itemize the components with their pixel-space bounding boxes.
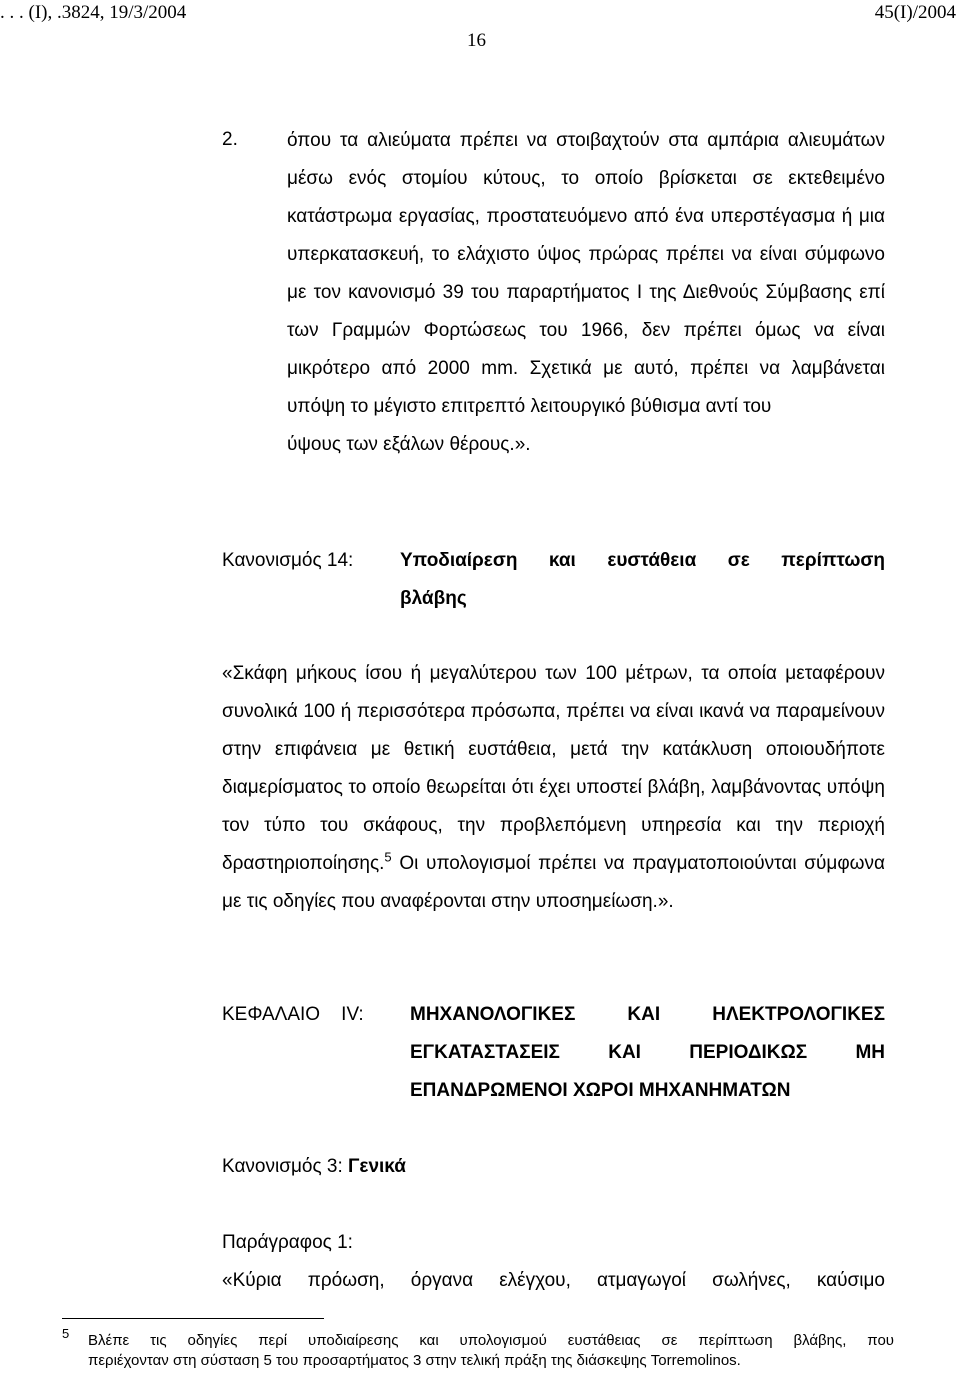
footnote-divider <box>62 1318 324 1319</box>
footnote-reference[interactable]: 5 <box>384 849 392 865</box>
chapter-heading <box>222 996 885 1116</box>
regulation-14-heading <box>222 542 885 622</box>
page-number: 16 <box>467 30 486 51</box>
footnote-text <box>88 1331 894 1371</box>
regulation-14-text-after-note: Οι υπολογισμοί πρέπει να πραγματοποιούνται σύμφωνα με τις οδηγίες που αναφέρονται στην υποσημείωση.». <box>222 853 885 912</box>
regulation-14-body <box>222 655 885 921</box>
chapter-title-line2: ΕΓΚΑΤΑΣΤΑΣΕΙΣ ΚΑΙ ΠΕΡΙΟΔΙΚΩΣ ΜΗ <box>410 1042 885 1063</box>
chapter-title-line3: ΕΠΑΝΔΡΩΜΕΝΟΙ ΧΩΡΟΙ ΜΗΧΑΝΗΜΑΤΩΝ <box>410 1080 791 1101</box>
chapter-title <box>410 996 885 1110</box>
item-text-last: ύψους των εξάλων θέρους.». <box>287 434 531 455</box>
footnote-line2: περιέχονταν στη σύσταση 5 του προσαρτήματος 3 στην τελική πράξη της διάσκεψης Torremolinos. <box>88 1352 741 1369</box>
item-paragraph <box>287 122 885 464</box>
footnote-line1: Βλέπε τις οδηγίες περί υποδιαίρεσης και υπολογισμού ευστάθειας σε περίπτωση βλάβης, που <box>88 1332 894 1349</box>
chapter-title-line1: ΜΗΧΑΝΟΛΟΓΙΚΕΣ ΚΑΙ ΗΛΕΚΤΡΟΛΟΓΙΚΕΣ <box>410 1004 885 1025</box>
item-text-main: όπου τα αλιεύματα πρέπει να στοιβαχτούν στα αμπάρια αλιευμάτων μέσω ενός στομίου κύτους, το οποίο βρίσκεται σε εκτεθειμένο κατάστρωμα εργασίας, προστατευόμενο από ένα υπερστέγασμα ή μια υπερκατασκευή, το ελάχιστο ύψος πρώρας πρέπει να είναι σύμφωνο με τον κανονισμό 39 του παραρτήματος Ι της Διεθνούς Σύμβασης επί των Γραμμών Φορτώσεως του 1966, δεν πρέπει όμως να είναι μικρότερο από 2000 mm. Σχετικά με αυτό, πρέπει να λαμβάνεται υπόψη το μέγιστο επιτρεπτό λειτουργικό βύθισμα αντί του <box>287 130 885 417</box>
paragraph-1-label: Παράγραφος 1: <box>222 1232 353 1253</box>
regulation-14-title-line2: βλάβης <box>400 588 467 609</box>
regulation-14-title <box>400 542 885 618</box>
header-law-number: 45(Ι)/2004 <box>874 2 956 23</box>
regulation-3-title: Γενικά <box>348 1156 406 1177</box>
chapter-label: ΚΕΦΑΛΑΙΟ IV: <box>222 1004 364 1025</box>
regulation-14-label: Κανονισμός 14: <box>222 550 354 571</box>
item-number: 2. <box>222 129 238 150</box>
regulation-3-label: Κανονισμός 3: <box>222 1156 349 1177</box>
regulation-14-title-line1: Υποδιαίρεση και ευστάθεια σε περίπτωση <box>400 550 885 571</box>
footnote-mark: 5 <box>62 1326 70 1341</box>
header-reference: . . . (Ι), .3824, 19/3/2004 <box>0 2 187 23</box>
paragraph-1-text: «Κύρια πρόωση, όργανα ελέγχου, ατμαγωγοί σωλήνες, καύσιμο <box>222 1270 885 1291</box>
regulation-14-text-before-note: «Σκάφη μήκους ίσου ή μεγαλύτερου των 100 μέτρων, τα οποία μεταφέρουν συνολικά 100 ή περισσότερα πρόσωπα, πρέπει να είναι ικανά να παραμείνουν στην επιφάνεια με θετική ευστάθεια, μετά την κατάκλυση οποιουδήποτε διαμερίσματος το οποίο θεωρείται ότι έχει υποστεί βλάβη, λαμβάνοντας υπόψη τον τύπο του σκάφους, την προβλεπόμενη υπηρεσία και την περιοχή δραστηριοποίησης. <box>222 663 885 874</box>
regulation-3-heading <box>222 1148 406 1186</box>
